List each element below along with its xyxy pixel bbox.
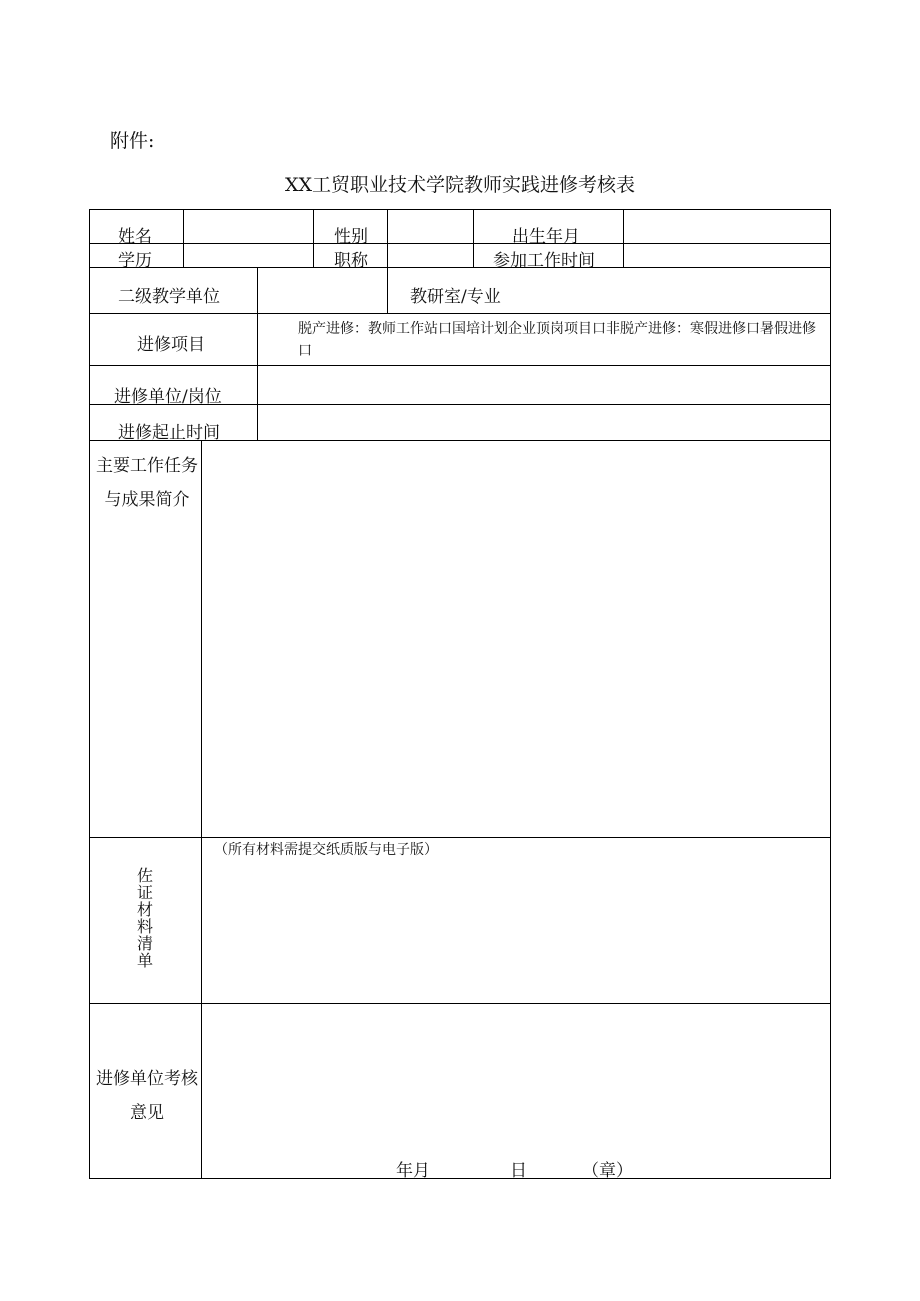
col-divider [473,209,474,267]
professional-title-field[interactable] [388,244,473,267]
attachment-label: 附件: [110,130,155,152]
training-unit-field[interactable] [258,366,830,404]
training-unit-label: 进修单位/岗位 [114,387,222,407]
form-title: XX工贸职业技术学院教师实践进修考核表 [284,174,636,196]
teaching-unit-label: 二级教学单位 [118,287,220,307]
tasks-label: 主要工作任务与成果简介 [96,456,198,510]
office-major-field[interactable] [520,268,830,313]
project-options[interactable]: 脱产进修：教师工作站口国培计划企业顶岗项目口非脱产进修：寒假进修口暑假进修口 [298,321,816,359]
col-divider [313,209,314,267]
evidence-label: 佐证材料清单 [136,866,153,970]
gender-field[interactable] [388,210,473,243]
col-divider [387,267,388,313]
evidence-field[interactable] [202,864,830,1003]
seal-label: （章） [582,1161,633,1181]
name-field[interactable] [184,210,313,243]
birth-date-field[interactable] [624,210,830,243]
professional-title-label: 职称 [334,251,368,271]
education-label: 学历 [118,251,152,271]
period-label: 进修起止时间 [118,423,220,443]
opinion-label: 进修单位考核意见 [96,1069,198,1123]
name-label: 姓名 [118,227,152,247]
date-year-month: 年月 [396,1161,430,1181]
row-divider [89,313,831,314]
office-major-label: 教研室/专业 [410,287,501,307]
date-day: 日 [510,1161,527,1181]
period-field[interactable] [258,405,830,440]
education-field[interactable] [184,244,313,267]
teaching-unit-field[interactable] [258,268,387,313]
birth-date-label: 出生年月 [512,227,580,247]
tasks-field[interactable] [202,441,830,837]
work-start-field[interactable] [624,244,830,267]
evidence-note: （所有材料需提交纸质版与电子版） [214,842,438,858]
work-start-label: 参加工作时间 [493,251,595,271]
gender-label: 性别 [334,227,368,247]
opinion-field[interactable] [202,1004,830,1149]
project-label: 进修项目 [137,335,205,355]
